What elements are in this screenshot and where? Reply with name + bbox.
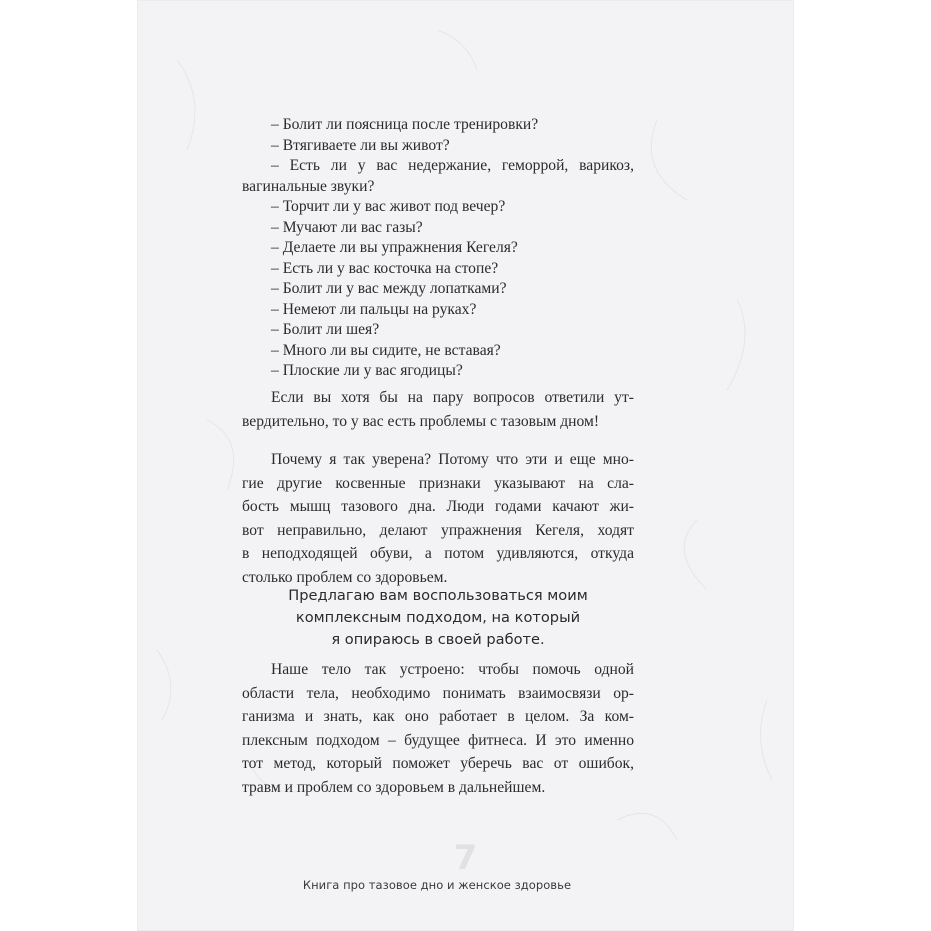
text-line: вот неправильно, делают упражнения Кегеля, ходят xyxy=(242,521,634,539)
question-item: – Много ли вы сидите, не вставая? xyxy=(271,341,501,359)
text-line: области тела, необходимо понимать взаимосвязи ор- xyxy=(242,684,634,702)
question-item: – Болит ли у вас между лопатками? xyxy=(271,280,507,297)
callout-line: Предлагаю вам воспользоваться моим xyxy=(288,587,588,604)
callout-line: я опираюсь в своей работе. xyxy=(331,631,545,648)
text-line: ганизма и знать, как оно работает в целом. За ком- xyxy=(242,708,634,726)
question-item: – Плоские ли у вас ягодицы? xyxy=(271,362,463,379)
question-item: – Торчит ли у вас живот под вечер? xyxy=(271,198,506,215)
question-item: – Немеют ли пальцы на руках? xyxy=(271,300,477,318)
question-item: – Делаете ли вы упражнения Кегеля? xyxy=(271,239,518,256)
paragraph-reasoning xyxy=(242,448,634,590)
paragraph-approach xyxy=(242,658,634,800)
footer-title: Книга про тазовое дно и женское здоровье xyxy=(302,878,572,892)
text-line: плексным подходом – будущее фитнеса. И это именно xyxy=(242,731,634,749)
paragraph-conclusion xyxy=(242,386,634,433)
running-footer xyxy=(0,878,871,892)
text-line: столько проблем со здоровьем. xyxy=(242,568,448,586)
callout-quote xyxy=(242,585,634,651)
text-line: Почему я так уверена? Потому что эти и еще мно- xyxy=(271,451,634,468)
callout-line: комплексным подходом, на который xyxy=(295,609,581,626)
question-list xyxy=(242,115,634,382)
text-line: Если вы хотя бы на пару вопросов ответили ут- xyxy=(271,389,634,406)
page-number: 7 xyxy=(453,838,478,878)
text-line: Наше тело так устроено: чтобы помочь одной xyxy=(271,661,634,678)
text-line: вердительно, то у вас есть проблемы с тазовым дном! xyxy=(242,412,600,430)
question-item: – Болит ли поясница после тренировки? xyxy=(271,116,539,133)
text-line: бость мышц тазового дна. Люди годами качают жи- xyxy=(242,498,634,516)
question-item: – Есть ли у вас недержание, геморрой, варикоз, вагинальные звуки? xyxy=(242,157,634,195)
question-item: – Есть ли у вас косточка на стопе? xyxy=(271,259,499,277)
text-line: тот метод, который поможет уберечь вас от ошибок, xyxy=(242,755,634,773)
text-line: в неподходящей обуви, а потом удивляются, откуда xyxy=(242,545,634,563)
question-item: – Мучают ли вас газы? xyxy=(271,218,423,236)
text-line: травм и проблем со здоровьем в дальнейшем. xyxy=(242,778,546,796)
question-item: – Болит ли шея? xyxy=(271,321,380,338)
text-line: гие другие косвенные признаки указывают на сла- xyxy=(242,474,634,492)
question-item: – Втягиваете ли вы живот? xyxy=(271,136,450,154)
